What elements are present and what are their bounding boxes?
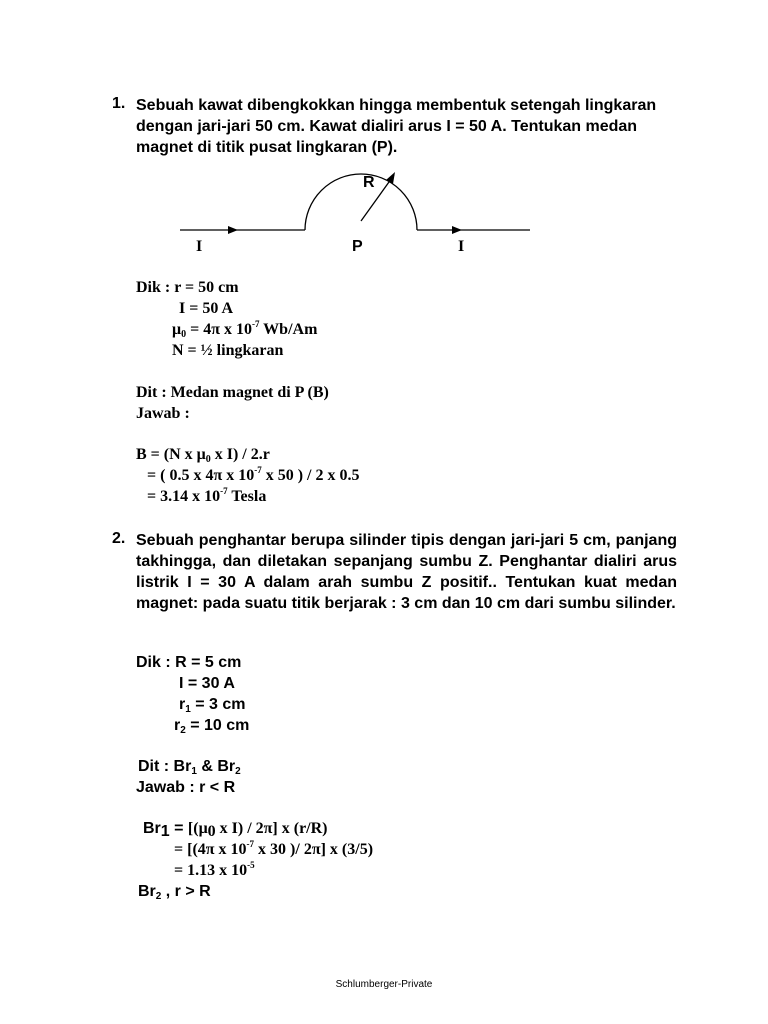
label-R: R	[363, 174, 375, 191]
dik-2-label: Dik : R = 5 cm	[136, 654, 242, 671]
br1-line-1: $Br_1 = [(\mu_0$ x I) / 2π] x (r/R)	[143, 820, 328, 840]
current-arrow-right	[452, 226, 462, 234]
page-footer: Schlumberger-Private	[335, 979, 433, 990]
label-I-right: I	[458, 238, 465, 255]
br1-line-2: = [(4π x $10^{-7}$ x 30 )/ 2π] x (3/5)	[174, 839, 374, 858]
dit-2: Dit : $Br_1$ & $Br_2$	[138, 758, 241, 777]
br2-line: $Br_2$ , r > R	[138, 883, 211, 902]
problem-1-statement: Sebuah kawat dibengkokkan hingga membentuk setengah lingkaran dengan jari-jari 50 cm. Kawat dialiri arus I = 50 A. Tentukan medan magnet di titik pusat lingkaran (P).	[136, 97, 657, 156]
jawab-2: Jawab : r < R	[136, 779, 236, 796]
dik-1-mu0: $\mu_0 = 4\pi$ x $10^{-7}$ Wb/Am	[172, 319, 318, 340]
problem-1-number: 1.	[112, 95, 126, 112]
radius-arrow	[386, 172, 395, 184]
label-P: P	[352, 238, 363, 255]
eq-1-line-1: B = (N x $\mu_0$ x I) / 2.r	[136, 446, 270, 465]
dik-1-label: Dik : r = 50 cm	[136, 279, 239, 296]
jawab-1: Jawab :	[136, 405, 190, 422]
eq-1-line-3: = 3.14 x $10^{-7}$ Tesla	[147, 486, 267, 505]
problem-2-number: 2.	[112, 530, 126, 547]
wire-semicircle	[305, 174, 417, 230]
current-arrow-left	[228, 226, 238, 234]
dik-2-current: I = 30 A	[179, 675, 235, 692]
dik-1-current: I = 50 A	[179, 300, 234, 317]
dit-1: Dit : Medan magnet di P (B)	[136, 384, 329, 401]
label-I-left: I	[196, 238, 203, 255]
eq-1-line-2: = ( 0.5 x 4π x $10^{-7}$ x 50 ) / 2 x 0.5	[147, 465, 360, 484]
problem-2-statement: Sebuah penghantar berupa silinder tipis dengan jari-jari 5 cm, panjang takhingga, dan diletakan sepanjang sumbu Z. Penghantar dialiri arus listrik I = 30 A dalam arah sumbu Z positif.. Tentukan kuat medan magnet: pada suatu titik berjarak : 3 cm dan 10 cm dari sumbu silinder.	[136, 532, 677, 612]
dik-1-N: N = ½ lingkaran	[172, 342, 284, 359]
dik-2-r1: $r_1 = 3$ cm	[179, 696, 246, 715]
dik-2-r2: $r_2 = 10$ cm	[174, 717, 250, 736]
br1-line-3: = 1.13 x $10^{-5}$	[174, 860, 255, 879]
